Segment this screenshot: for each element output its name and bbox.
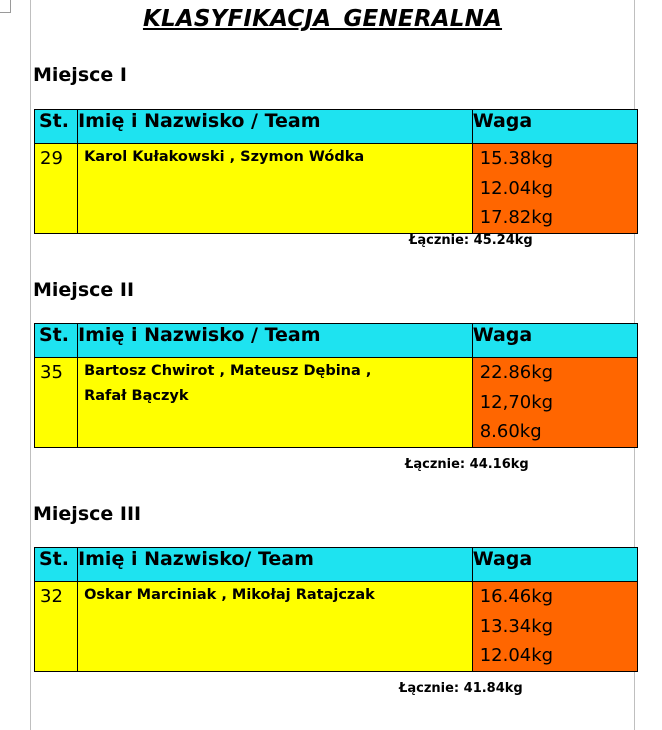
page-title: KLASYFIKACJA GENERALNA — [142, 6, 503, 32]
section-heading-miejsce-1: Miejsce I — [33, 64, 127, 86]
header-waga: Waga — [472, 548, 637, 582]
table-header-row — [35, 110, 638, 144]
table-header-row — [35, 324, 638, 358]
header-st: St. — [35, 324, 78, 358]
weight-value: 15.38kg — [479, 148, 554, 169]
weight-value: 17.82kg — [479, 207, 554, 228]
total-weight-miejsce-3: Łącznie: 41.84kg — [399, 681, 523, 696]
header-waga: Waga — [472, 110, 637, 144]
table-row — [35, 144, 638, 234]
weights-cell — [472, 358, 637, 448]
weight-value: 16.46kg — [479, 586, 554, 607]
header-st: St. — [35, 110, 78, 144]
team-names — [78, 358, 473, 448]
weight-value: 22.86kg — [479, 362, 554, 383]
results-table-miejsce-1 — [34, 109, 638, 234]
weight-value: 12.04kg — [479, 645, 554, 666]
weight-value: 8.60kg — [479, 421, 542, 442]
weight-value: 13.34kg — [479, 615, 554, 637]
weight-value: 12,70kg — [479, 391, 554, 413]
team-name-line: Oskar Marciniak , Mikołaj Ratajczak — [84, 587, 375, 603]
table-row — [35, 358, 638, 448]
team-name-line: Bartosz Chwirot , Mateusz Dębina , — [84, 363, 372, 379]
header-name: Imię i Nazwisko / Team — [78, 324, 473, 358]
team-names — [78, 582, 473, 672]
header-name: Imię i Nazwisko / Team — [78, 110, 473, 144]
total-weight-miejsce-2: Łącznie: 44.16kg — [405, 457, 529, 472]
team-name-line: Karol Kułakowski , Szymon Wódka — [84, 149, 365, 165]
team-names — [78, 144, 473, 234]
header-st: St. — [35, 548, 78, 582]
header-waga: Waga — [472, 324, 637, 358]
page-corner-mark — [0, 0, 11, 13]
header-name: Imię i Nazwisko/ Team — [78, 548, 473, 582]
team-name-line: Rafał Bączyk — [84, 388, 189, 404]
weight-value: 12.04kg — [479, 177, 554, 199]
results-table-miejsce-2 — [34, 323, 638, 448]
section-heading-miejsce-3: Miejsce III — [33, 503, 142, 525]
total-weight-miejsce-1: Łącznie: 45.24kg — [409, 233, 533, 248]
table-row — [35, 582, 638, 672]
weights-cell — [472, 582, 637, 672]
section-heading-miejsce-2: Miejsce II — [33, 279, 135, 301]
weights-cell — [472, 144, 637, 234]
start-number: 32 — [35, 582, 78, 672]
table-header-row — [35, 548, 638, 582]
document-page — [30, 0, 635, 730]
results-table-miejsce-3 — [34, 547, 638, 672]
start-number: 29 — [35, 144, 78, 234]
start-number: 35 — [35, 358, 78, 448]
